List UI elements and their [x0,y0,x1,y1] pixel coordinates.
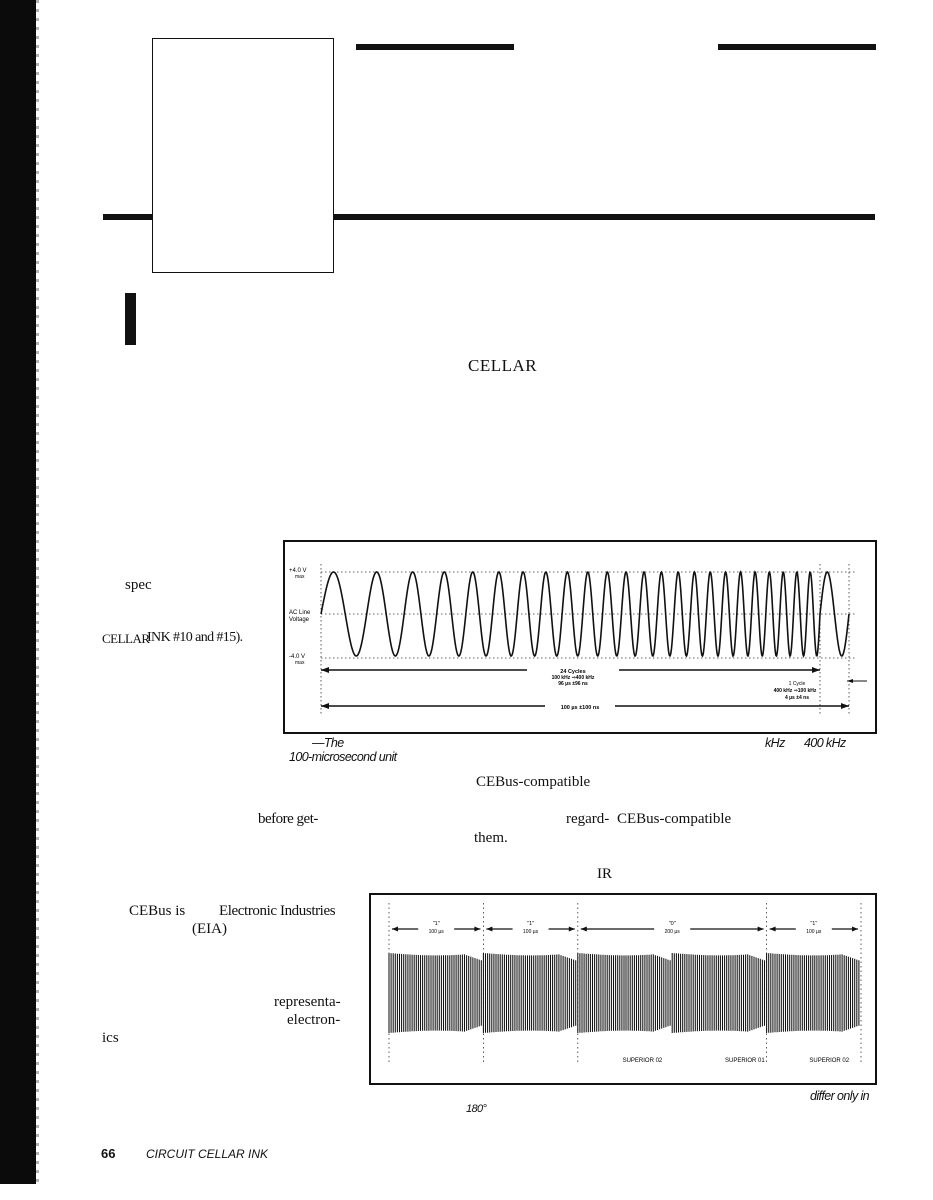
text-cellar-ref: CELLAR [102,631,150,646]
text-ink-ref: INK #10 and #15). [147,630,243,645]
text-them: them. [474,830,508,846]
mid-rule-right [333,214,875,220]
bit-arrow-head-left [486,927,492,932]
top-rule-right [718,44,876,50]
text-ir: IR [597,866,612,882]
arrow-head-left [321,667,329,673]
text-electronic-industries: Electronic Industries [219,903,336,919]
dropcap-bar [125,293,136,345]
signal-burst [672,953,764,1033]
bit-arrow-head-left [581,927,587,932]
bit-duration: 200 µs [664,929,680,935]
figure-1-caption-khz: kHz [765,736,785,750]
page-number: 66 [101,1146,116,1161]
signal-burst [389,953,481,1033]
text-cebus-compatible-2: CEBus-compatible [617,811,732,827]
signal-burst [483,953,575,1033]
bit-arrow-head-right [852,927,858,932]
figure-1-waveform [283,540,877,734]
bit-arrow-head-right [758,927,764,932]
y-label-mid: AC Line [289,610,311,616]
bit-arrow-head-right [569,927,575,932]
signal-state-label: SUPERIOR 01 [724,1058,765,1064]
total-label: 100 µs ±100 ns [560,705,600,711]
bit-duration: 100 µs [523,929,539,935]
figure-2-signal [369,893,877,1085]
cycle-label-1: 1 Cycle [788,681,806,687]
text-eia: (EIA) [192,921,227,937]
signal-burst [578,953,670,1033]
bit-duration: 100 µs [806,929,822,935]
top-rule-left [356,44,514,50]
figure-1-plot [285,542,875,732]
arrow-head-right [812,667,820,673]
text-spec: spec [125,577,152,593]
bit-symbol: "1" [432,921,440,927]
bit-symbol: "1" [810,921,818,927]
bit-duration: 100 µs [428,929,444,935]
figure-1-caption-400khz: 400 kHz [804,736,846,750]
text-electron: electron- [287,1012,341,1028]
binding-edge [0,0,36,1184]
figure-2-caption-180: 180° [466,1103,487,1115]
text-regard: regard- [566,811,610,827]
y-label-top: +4.0 V [289,568,307,574]
binding-edge-texture [36,0,39,1184]
cellar-heading-word: CELLAR [468,356,538,375]
bit-symbol: "1" [527,921,535,927]
magazine-title: CIRCUIT CELLAR INK [146,1147,269,1161]
bit-symbol: "0" [668,921,676,927]
signal-burst [767,953,859,1033]
cycle-label-3: 4 µs ±4 ns [785,695,809,701]
y-label-bottom: -4.0 V [289,654,306,660]
signal-state-label: SUPERIOR 02 [809,1058,850,1064]
text-cebus-is: CEBus is [129,903,186,919]
text-ics: ics [102,1030,119,1046]
text-cebus-compatible-1: CEBus-compatible [476,774,591,790]
bit-arrow-head-left [392,927,398,932]
bit-arrow-head-right [474,927,480,932]
figure-1-caption-line2: 100-microsecond unit [289,750,397,764]
mid-rule-left [103,214,153,220]
y-label-top-sub: max [295,574,305,580]
span-label-freq: 100 kHz ⇒400 kHz [551,675,595,681]
text-representa: representa- [274,994,341,1010]
header-box [152,38,334,273]
signal-state-label: SUPERIOR 02 [622,1058,663,1064]
total-arrow-head-left [321,703,329,709]
figure-2-caption-right: differ only in [810,1089,869,1103]
total-arrow-head-right [841,703,849,709]
figure-2-plot [371,895,875,1083]
span-label-24-cycles: 24 Cycles [560,669,586,675]
y-label-mid-sub: Voltage [289,617,310,623]
cycle-label-2: 400 kHz ⇒100 kHz [773,688,817,694]
text-before-get: before get- [258,811,318,827]
cycle-arrow-head [847,679,853,683]
y-label-bottom-sub: max [295,660,305,666]
span-label-time: 96 µs ±96 ns [558,681,588,687]
bit-arrow-head-left [770,927,776,932]
figure-1-caption-start: —The [312,736,344,750]
